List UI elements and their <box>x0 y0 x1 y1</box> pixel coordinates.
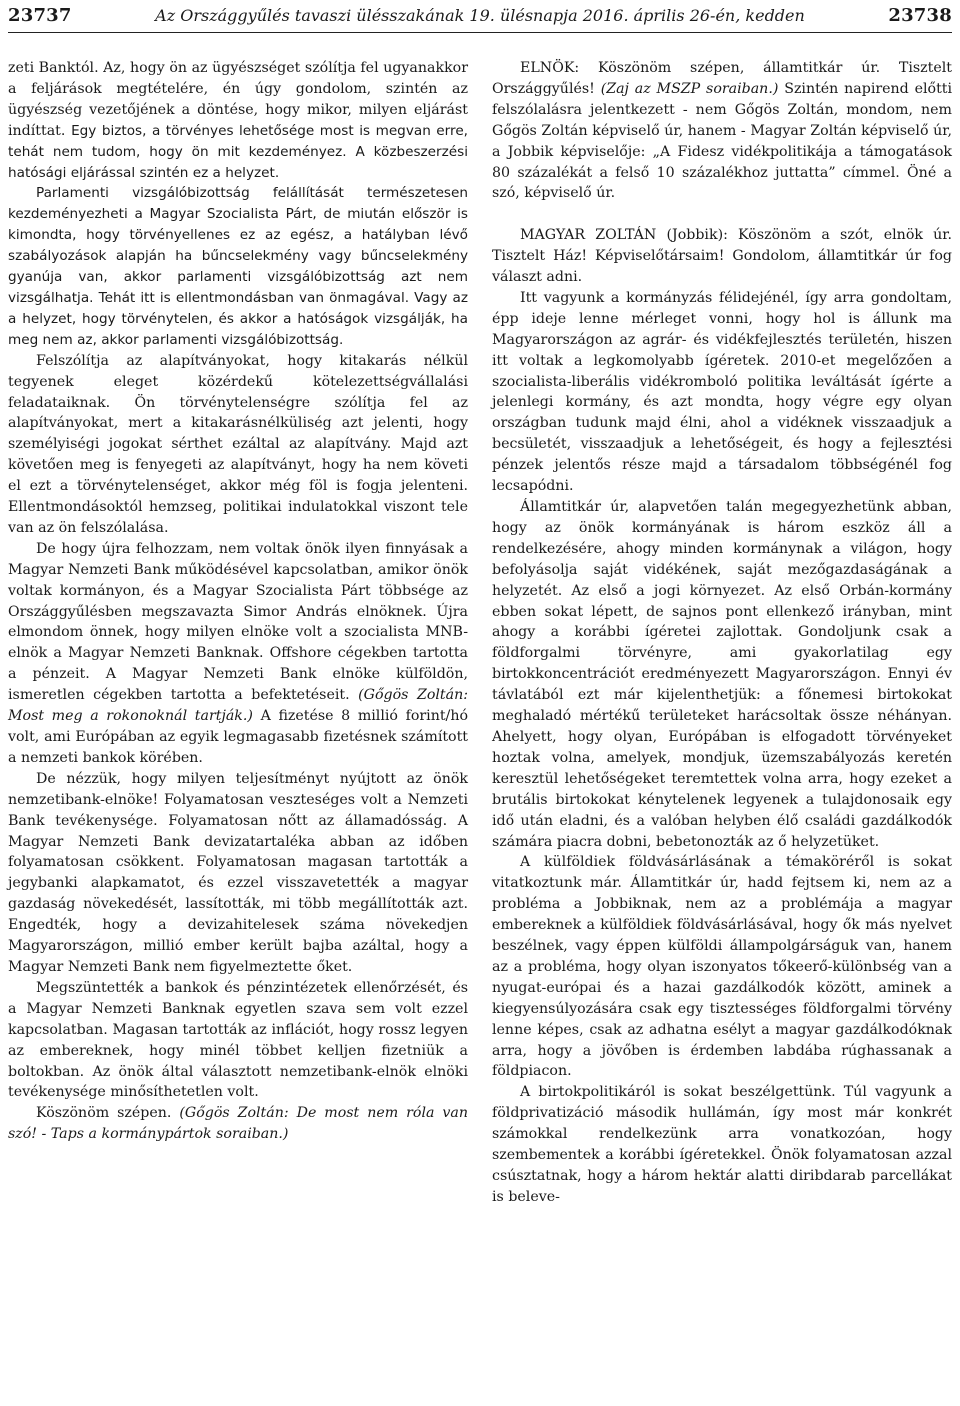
right-paragraph-5: A külföldiek földvásárlásának a témaköréről is sokat vitatkoztunk már. Államtitkár úr, hadd fejtsem ki, nem az a probléma a Jobbiknak, nem az a problémája a magyar embereknek a külföldiek földvásárlásával, hogy ők más nyelvet beszélnek, vagy éppen külföldi állampolgárságuk van, hanem az a probléma, hogy olyan iszonyatos tőkeerő-különbség van a nyugat-európai és a hazai gazdálkodók között, aminek a kiegyensúlyozására csak egy tisztességes földforgalmi törvény lenne képes, csak az adhatna esélyt a magyar gazdálkodóknak arra, hogy a jövőben is érdemben labdába rúghassanak a földpiacon. <box>492 854 952 1080</box>
page-number-right: 23738 <box>888 4 952 26</box>
right-column <box>492 58 952 1208</box>
right-p1-tail: Szintén napirend előtti felszólalásra jelentkezett - nem Gőgös Zoltán, mondom, nem Gőgös Zoltán képviselő úr, hanem - Magyar Zoltán képviselő úr, a Jobbik képviselője: „A Fidesz vidékpolitikája a támogatások 80 százalékát a felső 10 százalékhoz juttatta” címmel. Öné a szó, képviselő úr. <box>492 80 953 202</box>
left-paragraph-1 <box>8 58 468 183</box>
right-p1-text: ELNÖK: Köszönöm szépen, államtitkár úr. Tisztelt Országgyűlés! <box>492 60 952 97</box>
left-column <box>8 58 468 1208</box>
left-paragraph-3: Felszólítja az alapítványokat, hogy kitakarás nélkül tegyenek eleget közérdekű kötelezettségvállalási feladataiknak. Ön törvénytelenségre szólítja fel az alapítványokat, mert a kitakarásnélküliség azt jelenti, hogy személyiségi jogokat sérthet ezáltal az alapítvány. Majd azt követően meg is fenyegeti az alapítványt, hogy ha nem követi el ezt a törvénytelenséget, akkor még föl is fogja jelenteni. Ellentmondásoktól hemzseg, politikai indulatokkal viszont tele van az ön felszólalása. <box>8 352 468 536</box>
right-p1-interjection: (Zaj az MSZP soraiban.) <box>600 80 779 97</box>
right-paragraph-4: Államtitkár úr, alapvetően talán megegyezhetünk abban, hogy az önök kormányának is három eszköz áll a rendelkezésére, ahogy minden kormánynak a világon, hogy befolyásolja saját vidékének, saját mezőgazdaságának a helyzetét. Az első a jogi környezet. Az első Orbán-kormány ebben sokat lépett, de sajnos pont ellenkező irányban, mint ahogy a korábbi ígéretei zajlottak. Gondoljunk csak a földforgalmi törvényre, ami gyakorlatilag egy birtokkoncentrációt eredményezett Magyarországon. Ennyi év távlatából ezt már kijelenthetjük: a főnemesi birtokokat meghaladó mértékű területeket harácsoltak össze néhányan. Ahelyett, hogy olyan, Európában is elfogadott törvényeket hoztak volna, amelyek, mondjuk, üzemszabályozás keretén keresztül lehetőségeket teremtettek volna arra, hogy ezeket a brutális birtokokat kénytelenek legyenek a tulajdonosaik egy idő után eladni, és a valóban helyben élő családi gazdálkodók számára piacra dobni, bebetonozták az ő helyzetüket. <box>492 499 952 850</box>
left-paragraph-4 <box>8 539 468 769</box>
left-paragraph-7 <box>8 1103 468 1145</box>
left-p1-serif: zeti Banktól. Az, hogy ön az ügyészséget szólítja fel ugyanakkor a feljárások megtételére, én úgy gondolom, szintén az ügyészség vezetőjének a döntése, hogy mikor, milyen eljárást indíttat. <box>8 60 468 139</box>
left-p4-interjection: (Gőgös Zoltán: Most meg a rokonoknál tartják.) <box>8 687 468 725</box>
page-header <box>8 2 952 28</box>
right-paragraph-6: A birtokpolitikáról is sokat beszélgettünk. Túl vagyunk a földprivatizáció második hullámán, így most már konkrét számokkal rendelkezünk arra vonatkozóan, hogy szembementek a korábbi ígéretekkel. Önök folyamatosan azzal csúsztatnak, hogy a három hektár alatti diribdarab parcellákat is beleve- <box>492 1084 952 1205</box>
page-number-left: 23737 <box>8 4 72 26</box>
left-p4-tail: A fizetése 8 millió forint/hó volt, ami Európában az egyik legmagasabb fizetésnek számított a nemzeti bankok körében. <box>8 708 468 766</box>
left-p2-text: Parlamenti vizsgálóbizottság felállítását természetesen kezdeményezheti a Magyar Szocialista Párt, de miután először is kimondta, hogy törvényellenes ez az egész, a hatályban lévő szabályozások alapján ha bűncselekmény vagy bűncselekmény gyanúja van, akkor parlamenti vizsgálóbizottság azt nem vizsgálhatja. Tehát itt is ellentmondásban van önmagával. Vagy az a helyzet, hogy törvénytelen, és akkor a hatóságok vizsgálják, ha meg nem az, akkor parlamenti vizsgálóbizottság. <box>8 185 468 348</box>
left-paragraph-5: De nézzük, hogy milyen teljesítményt nyújtott az önök nemzetibank-elnöke! Folyamatosan veszteséges volt a Nemzeti Bank tevékenysége. Folyamatosan nőtt az államadósság. A Magyar Nemzeti Bank devizatartaléka abban az időben folyamatosan csökkent. Folyamatosan magasan tartották a jegybanki alapkamatot, és ezzel visszavetették a magyar gazdaság növekedését, lassították, mi több megállították azt. Engedték, hogy a devizahitelesek száma növekedjen Magyarországon, millió ember került bajba azáltal, hogy a Magyar Nemzeti Bank nem figyelmeztette őket. <box>8 770 468 975</box>
header-rule <box>8 32 952 33</box>
left-p1-sans: Egy biztos, a törvényes lehetősége most is megvan erre, tehát nem tudom, hogy ön mit kezdeményez. A közbeszerzési hatósági eljárással szintén ez a helyzet. <box>8 122 468 181</box>
left-p7-interjection: (Gőgös Zoltán: De most nem róla van szó! - Taps a kormánypártok soraiban.) <box>8 1105 468 1143</box>
left-paragraph-2 <box>8 183 468 350</box>
left-p4-text: De hogy újra felhozzam, nem voltak önök ilyen finnyásak a Magyar Nemzeti Bank működésével kapcsolatban, amikor önök voltak kormányon, és a Magyar Szocialista Párt többsége az Országgyűlésben megszavazta Simor András elnöknek. Újra elmondom önnek, hogy milyen elnöke volt a szocialista MNB-elnök a Magyar Nemzeti Banknak. Offshore cégekben tartotta a pénzeit. A Magyar Nemzeti Bank elnöke külföldön, ismeretlen cégekben tartotta a befektetéseit. <box>8 540 468 704</box>
left-paragraph-6: Megszüntették a bankok és pénzintézetek ellenőrzését, és a Magyar Nemzeti Banknak egyetlen szava sem volt ezzel kapcsolatban. Magasan tartották az inflációt, hogy rossz legyen az embereknek, hogy minél többet kelljen fizetniük a boltokban. Az önök által választott nemzetibank-elnök elnöki tevékenysége minősíthetetlen volt. <box>8 979 468 1101</box>
right-paragraph-2: MAGYAR ZOLTÁN (Jobbik): Köszönöm a szót, elnök úr. Tisztelt Ház! Képviselőtársaim! Gondolom, államtitkár úr fog választ adni. <box>492 227 952 286</box>
running-title: Az Országgyűlés tavaszi ülésszakának 19. ülésnapja 2016. április 26-én, kedden <box>155 5 805 25</box>
text-columns <box>8 58 952 1208</box>
left-p7-text: Köszönöm szépen. <box>36 1105 172 1122</box>
right-paragraph-1 <box>492 58 952 204</box>
right-paragraph-3: Itt vagyunk a kormányzás félidejénél, így arra gondoltam, épp ideje lenne mérleget vonni, hogy hol is állunk ma Magyarországon az agrár- és vidékfejlesztés területén, hiszen itt voltak a legkomolyabb ígéretek. 2010-et megelőzően a szocialista-liberális vidékromboló politika leváltását ígérte a jelenlegi kormány, és azt mondta, hogy végre egy olyan országban tudunk majd élni, ahol a vidéknek visszaadjuk a becsületét, visszaadjuk a lehetőségeit, és hogy a fejlesztési pénzek jelentős része majd a társadalom többségénél fog lecsapódni. <box>492 289 952 495</box>
